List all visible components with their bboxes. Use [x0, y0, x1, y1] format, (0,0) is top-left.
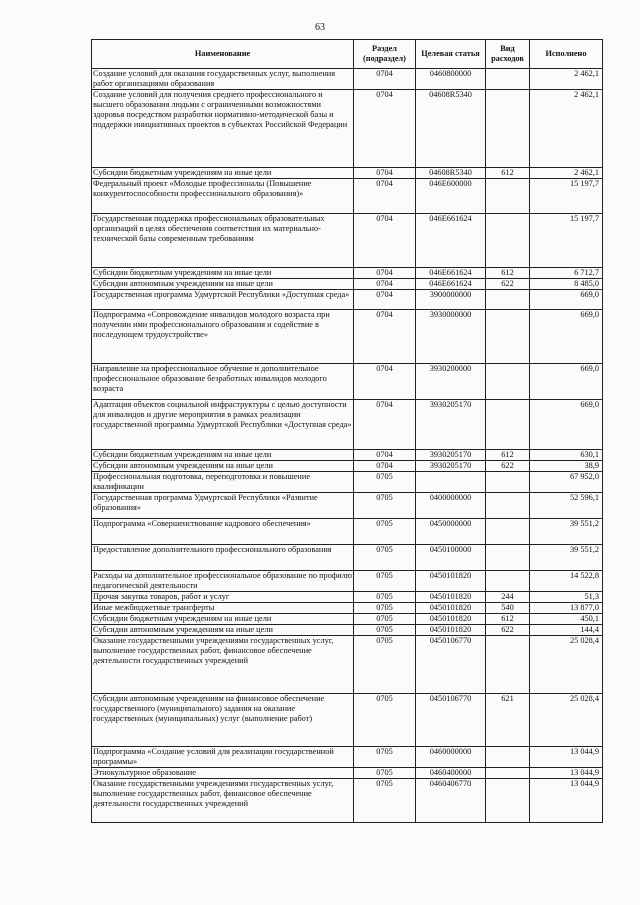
table-row — [92, 747, 603, 768]
cell-amount: 39 551,2 — [530, 519, 603, 545]
cell-expense: 540 — [486, 603, 530, 614]
cell-name: Федеральный проект «Молодые профессионалы (Повышение конкурентоспособности профессионального образования)» — [92, 179, 354, 214]
budget-table — [91, 39, 603, 823]
cell-expense — [486, 90, 530, 168]
header-expense: Вид расходов — [486, 40, 530, 69]
cell-amount: 2 462,1 — [530, 90, 603, 168]
cell-section: 0705 — [354, 493, 416, 519]
cell-expense — [486, 636, 530, 694]
cell-name: Иные межбюджетные трансферты — [92, 603, 354, 614]
table-body — [92, 69, 603, 823]
cell-name: Субсидии автономным учреждениям на финансовое обеспечение государственного (муниципального) задания на оказание государственных (муниципальных) услуг (выполнение работ) — [92, 694, 354, 747]
cell-target: 0450106770 — [416, 694, 486, 747]
cell-target: 0460406770 — [416, 779, 486, 823]
cell-amount: 25 028,4 — [530, 636, 603, 694]
cell-target — [416, 472, 486, 493]
cell-section: 0704 — [354, 168, 416, 179]
table-row — [92, 179, 603, 214]
table-row — [92, 90, 603, 168]
cell-amount: 144,4 — [530, 625, 603, 636]
cell-name: Предоставление дополнительного профессионального образования — [92, 545, 354, 571]
cell-amount: 13 044,9 — [530, 768, 603, 779]
cell-target: 0450101820 — [416, 625, 486, 636]
cell-expense — [486, 214, 530, 268]
cell-target: 3930205170 — [416, 450, 486, 461]
cell-expense — [486, 493, 530, 519]
cell-name: Адаптация объектов социальной инфраструктуры с целью доступности для инвалидов и другие мероприятия в рамках реализации государственной программы Удмуртской Республики «Доступная среда» — [92, 400, 354, 450]
cell-section: 0705 — [354, 472, 416, 493]
cell-target: 0460400000 — [416, 768, 486, 779]
table-row — [92, 69, 603, 90]
cell-name: Государственная программа Удмуртской Республики «Доступная среда» — [92, 290, 354, 310]
cell-amount: 2 462,1 — [530, 168, 603, 179]
cell-amount: 630,1 — [530, 450, 603, 461]
header-section: Раздел (подраздел) — [354, 40, 416, 69]
table-row — [92, 268, 603, 279]
cell-amount: 52 596,1 — [530, 493, 603, 519]
cell-name: Профессиональная подготовка, переподготовка и повышение квалификации — [92, 472, 354, 493]
cell-target: 0450101820 — [416, 614, 486, 625]
cell-amount: 13 044,9 — [530, 779, 603, 823]
cell-name: Направление на профессиональное обучение и дополнительное профессиональное образование безработных инвалидов молодого возраста — [92, 364, 354, 400]
cell-name: Оказание государственными учреждениями государственных услуг, выполнение государственных работ, финансовое обеспечение деятельности государственных учреждений — [92, 636, 354, 694]
cell-amount: 2 462,1 — [530, 69, 603, 90]
cell-section: 0705 — [354, 768, 416, 779]
table-row — [92, 694, 603, 747]
cell-expense: 244 — [486, 592, 530, 603]
cell-section: 0704 — [354, 400, 416, 450]
cell-name: Субсидии бюджетным учреждениям на иные цели — [92, 450, 354, 461]
cell-expense: 612 — [486, 450, 530, 461]
header-row — [92, 40, 603, 69]
cell-name: Подпрограмма «Совершенствование кадрового обеспечения» — [92, 519, 354, 545]
cell-expense — [486, 768, 530, 779]
cell-amount: 51,3 — [530, 592, 603, 603]
cell-section: 0705 — [354, 592, 416, 603]
cell-expense: 622 — [486, 625, 530, 636]
cell-amount: 450,1 — [530, 614, 603, 625]
cell-expense — [486, 519, 530, 545]
cell-section: 0705 — [354, 779, 416, 823]
cell-expense: 622 — [486, 279, 530, 290]
cell-target: 0400000000 — [416, 493, 486, 519]
table-row — [92, 279, 603, 290]
cell-name: Субсидии бюджетным учреждениям на иные цели — [92, 168, 354, 179]
cell-amount: 15 197,7 — [530, 179, 603, 214]
cell-section: 0705 — [354, 519, 416, 545]
table-row — [92, 571, 603, 592]
cell-section: 0704 — [354, 290, 416, 310]
cell-target: 0450101820 — [416, 592, 486, 603]
cell-section: 0704 — [354, 450, 416, 461]
table-row — [92, 450, 603, 461]
cell-section: 0705 — [354, 747, 416, 768]
cell-name: Субсидии бюджетным учреждениям на иные цели — [92, 614, 354, 625]
cell-target: 3930200000 — [416, 364, 486, 400]
cell-target: 0460800000 — [416, 69, 486, 90]
table-row — [92, 400, 603, 450]
table-row — [92, 545, 603, 571]
table-row — [92, 768, 603, 779]
table-row — [92, 168, 603, 179]
cell-expense: 612 — [486, 168, 530, 179]
cell-expense — [486, 69, 530, 90]
cell-expense — [486, 545, 530, 571]
cell-amount: 14 522,8 — [530, 571, 603, 592]
cell-target: 0450106770 — [416, 636, 486, 694]
cell-amount: 67 952,0 — [530, 472, 603, 493]
cell-name: Субсидии автономным учреждениям на иные цели — [92, 461, 354, 472]
cell-expense: 612 — [486, 614, 530, 625]
cell-name: Субсидии бюджетным учреждениям на иные цели — [92, 268, 354, 279]
cell-name: Создание условий для оказания государственных услуг, выполнения работ организациями образования — [92, 69, 354, 90]
cell-section: 0705 — [354, 545, 416, 571]
cell-section: 0705 — [354, 614, 416, 625]
cell-expense — [486, 779, 530, 823]
cell-section: 0705 — [354, 571, 416, 592]
table-row — [92, 779, 603, 823]
cell-section: 0705 — [354, 625, 416, 636]
cell-name: Подпрограмма «Создание условий для реализации государственной программы» — [92, 747, 354, 768]
cell-target: 04608R5340 — [416, 168, 486, 179]
table-row — [92, 364, 603, 400]
cell-expense — [486, 472, 530, 493]
cell-amount: 13 877,0 — [530, 603, 603, 614]
cell-expense — [486, 310, 530, 364]
cell-amount: 8 485,0 — [530, 279, 603, 290]
cell-expense — [486, 747, 530, 768]
cell-section: 0704 — [354, 214, 416, 268]
table-row — [92, 290, 603, 310]
cell-amount: 669,0 — [530, 310, 603, 364]
cell-section: 0704 — [354, 279, 416, 290]
table-row — [92, 625, 603, 636]
cell-amount: 669,0 — [530, 400, 603, 450]
cell-target: 3930205170 — [416, 400, 486, 450]
cell-expense — [486, 571, 530, 592]
cell-target: 3930205170 — [416, 461, 486, 472]
cell-name: Прочая закупка товаров, работ и услуг — [92, 592, 354, 603]
table-row — [92, 592, 603, 603]
cell-name: Оказание государственными учреждениями государственных услуг, выполнение государственных работ, финансовое обеспечение деятельности государственных учреждений — [92, 779, 354, 823]
cell-amount: 6 712,7 — [530, 268, 603, 279]
cell-amount: 669,0 — [530, 290, 603, 310]
cell-expense: 621 — [486, 694, 530, 747]
cell-expense — [486, 179, 530, 214]
table-row — [92, 493, 603, 519]
cell-name: Этнокультурное образование — [92, 768, 354, 779]
cell-target: 0460000000 — [416, 747, 486, 768]
cell-target: 0450101820 — [416, 603, 486, 614]
cell-name: Государственная поддержка профессиональных образовательных организаций в целях обеспечения соответствия их материально-технической базы современным требованиям — [92, 214, 354, 268]
table-row — [92, 614, 603, 625]
cell-section: 0704 — [354, 461, 416, 472]
cell-expense: 622 — [486, 461, 530, 472]
table-row — [92, 519, 603, 545]
cell-expense — [486, 364, 530, 400]
cell-amount: 13 044,9 — [530, 747, 603, 768]
table-header — [92, 40, 603, 69]
cell-target: 3900000000 — [416, 290, 486, 310]
cell-target: 0450100000 — [416, 545, 486, 571]
cell-section: 0704 — [354, 310, 416, 364]
cell-name: Подпрограмма «Сопровождение инвалидов молодого возраста при получении ими профессионального образования и содействие в последующем трудоустройстве» — [92, 310, 354, 364]
cell-section: 0705 — [354, 694, 416, 747]
cell-section: 0704 — [354, 364, 416, 400]
cell-target: 3930000000 — [416, 310, 486, 364]
cell-name: Создание условий для получения среднего профессионального и высшего образования людьми с ограниченными возможностями здоровья посредством разработки нормативно-методической базы и поддержки инициативных проектов в субъектах Российской Федерации — [92, 90, 354, 168]
header-target: Целевая статья — [416, 40, 486, 69]
table-row — [92, 603, 603, 614]
cell-expense — [486, 400, 530, 450]
header-amount: Исполнено — [530, 40, 603, 69]
cell-amount: 39 551,2 — [530, 545, 603, 571]
cell-section: 0705 — [354, 636, 416, 694]
table-row — [92, 472, 603, 493]
cell-name: Субсидии автономным учреждениям на иные цели — [92, 279, 354, 290]
cell-target: 046E661624 — [416, 214, 486, 268]
cell-expense — [486, 290, 530, 310]
cell-target: 046E600000 — [416, 179, 486, 214]
table-row — [92, 636, 603, 694]
cell-target: 0450101820 — [416, 571, 486, 592]
page-number: 63 — [315, 22, 325, 33]
cell-name: Субсидии автономным учреждениям на иные цели — [92, 625, 354, 636]
table-row — [92, 461, 603, 472]
table-row — [92, 214, 603, 268]
cell-name: Расходы на дополнительное профессиональное образование по профилю педагогической деятельности — [93, 571, 353, 590]
cell-target: 046E661624 — [416, 279, 486, 290]
table-row — [92, 310, 603, 364]
cell-amount: 15 197,7 — [530, 214, 603, 268]
cell-name: Государственная программа Удмуртской Республики «Развитие образования» — [92, 493, 354, 519]
cell-target: 04608R5340 — [416, 90, 486, 168]
cell-amount: 669,0 — [530, 364, 603, 400]
cell-amount: 38,9 — [530, 461, 603, 472]
cell-section: 0705 — [354, 603, 416, 614]
cell-section: 0704 — [354, 179, 416, 214]
cell-target: 046E661624 — [416, 268, 486, 279]
header-name: Наименование — [92, 40, 354, 69]
cell-section: 0704 — [354, 69, 416, 90]
cell-section: 0704 — [354, 268, 416, 279]
cell-section: 0704 — [354, 90, 416, 168]
cell-expense: 612 — [486, 268, 530, 279]
cell-target: 0450000000 — [416, 519, 486, 545]
cell-amount: 25 028,4 — [530, 694, 603, 747]
